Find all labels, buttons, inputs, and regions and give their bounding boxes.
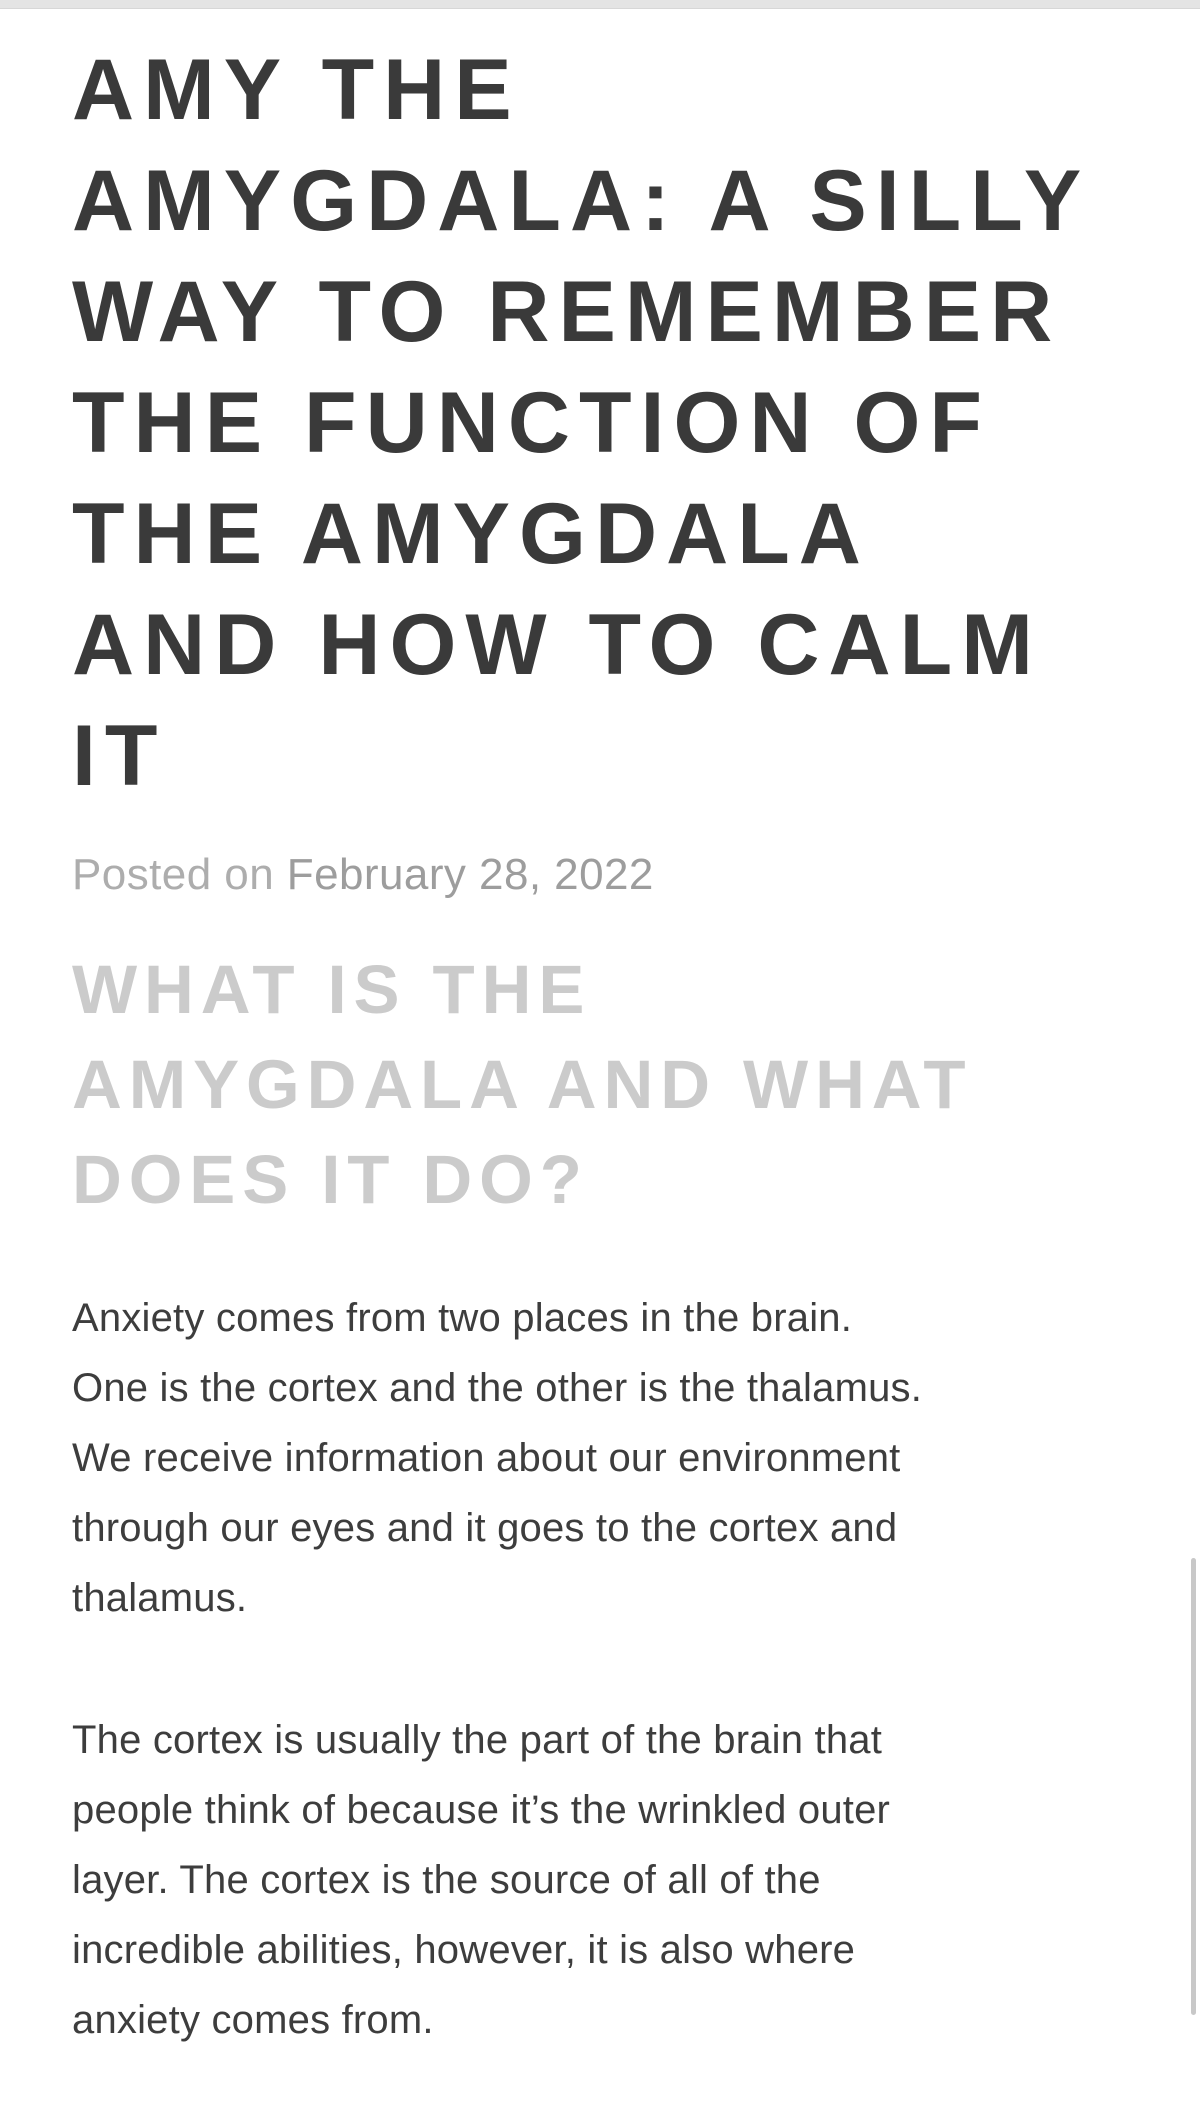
article xyxy=(0,9,1200,2055)
paragraph-line: The cortex is usually the part of the brain that xyxy=(72,1718,883,1762)
post-title-line: AND HOW TO CALM xyxy=(72,597,1042,693)
scrollbar-thumb[interactable] xyxy=(1191,1558,1196,2015)
body-paragraph xyxy=(72,1283,1128,1633)
section-heading-line: DOES IT DO? xyxy=(72,1141,589,1218)
section-heading-line: WHAT IS THE xyxy=(72,951,592,1028)
paragraph-line: through our eyes and it goes to the cortex and xyxy=(72,1506,898,1550)
paragraph-line: One is the cortex and the other is the thalamus. xyxy=(72,1366,923,1410)
top-bar xyxy=(0,0,1200,9)
paragraph-line: We receive information about our environment xyxy=(72,1436,901,1480)
section-heading xyxy=(72,942,1128,1227)
post-date-link[interactable]: February 28, 2022 xyxy=(286,850,654,899)
paragraph-line: people think of because it’s the wrinkled outer xyxy=(72,1788,891,1832)
posted-on-label: Posted on xyxy=(72,850,287,899)
post-title-line: THE AMYGDALA xyxy=(72,486,870,582)
paragraph-line: anxiety comes from. xyxy=(72,1998,434,2042)
post-title xyxy=(72,35,1128,812)
post-title-line: THE FUNCTION OF xyxy=(72,375,991,471)
paragraph-line: Anxiety comes from two places in the brain. xyxy=(72,1296,853,1340)
paragraph-line: thalamus. xyxy=(72,1576,248,1620)
post-title-line: WAY TO REMEMBER xyxy=(72,264,1062,360)
post-title-line: IT xyxy=(72,708,167,804)
body-paragraph xyxy=(72,1705,1128,2055)
paragraph-line: incredible abilities, however, it is also where xyxy=(72,1928,856,1972)
post-meta xyxy=(72,844,1128,906)
post-title-line: AMYGDALA: A SILLY xyxy=(72,153,1091,249)
section-heading-line: AMYGDALA AND WHAT xyxy=(72,1046,973,1123)
post-title-line: AMY THE xyxy=(72,42,521,138)
paragraph-line: layer. The cortex is the source of all of the xyxy=(72,1858,821,1902)
